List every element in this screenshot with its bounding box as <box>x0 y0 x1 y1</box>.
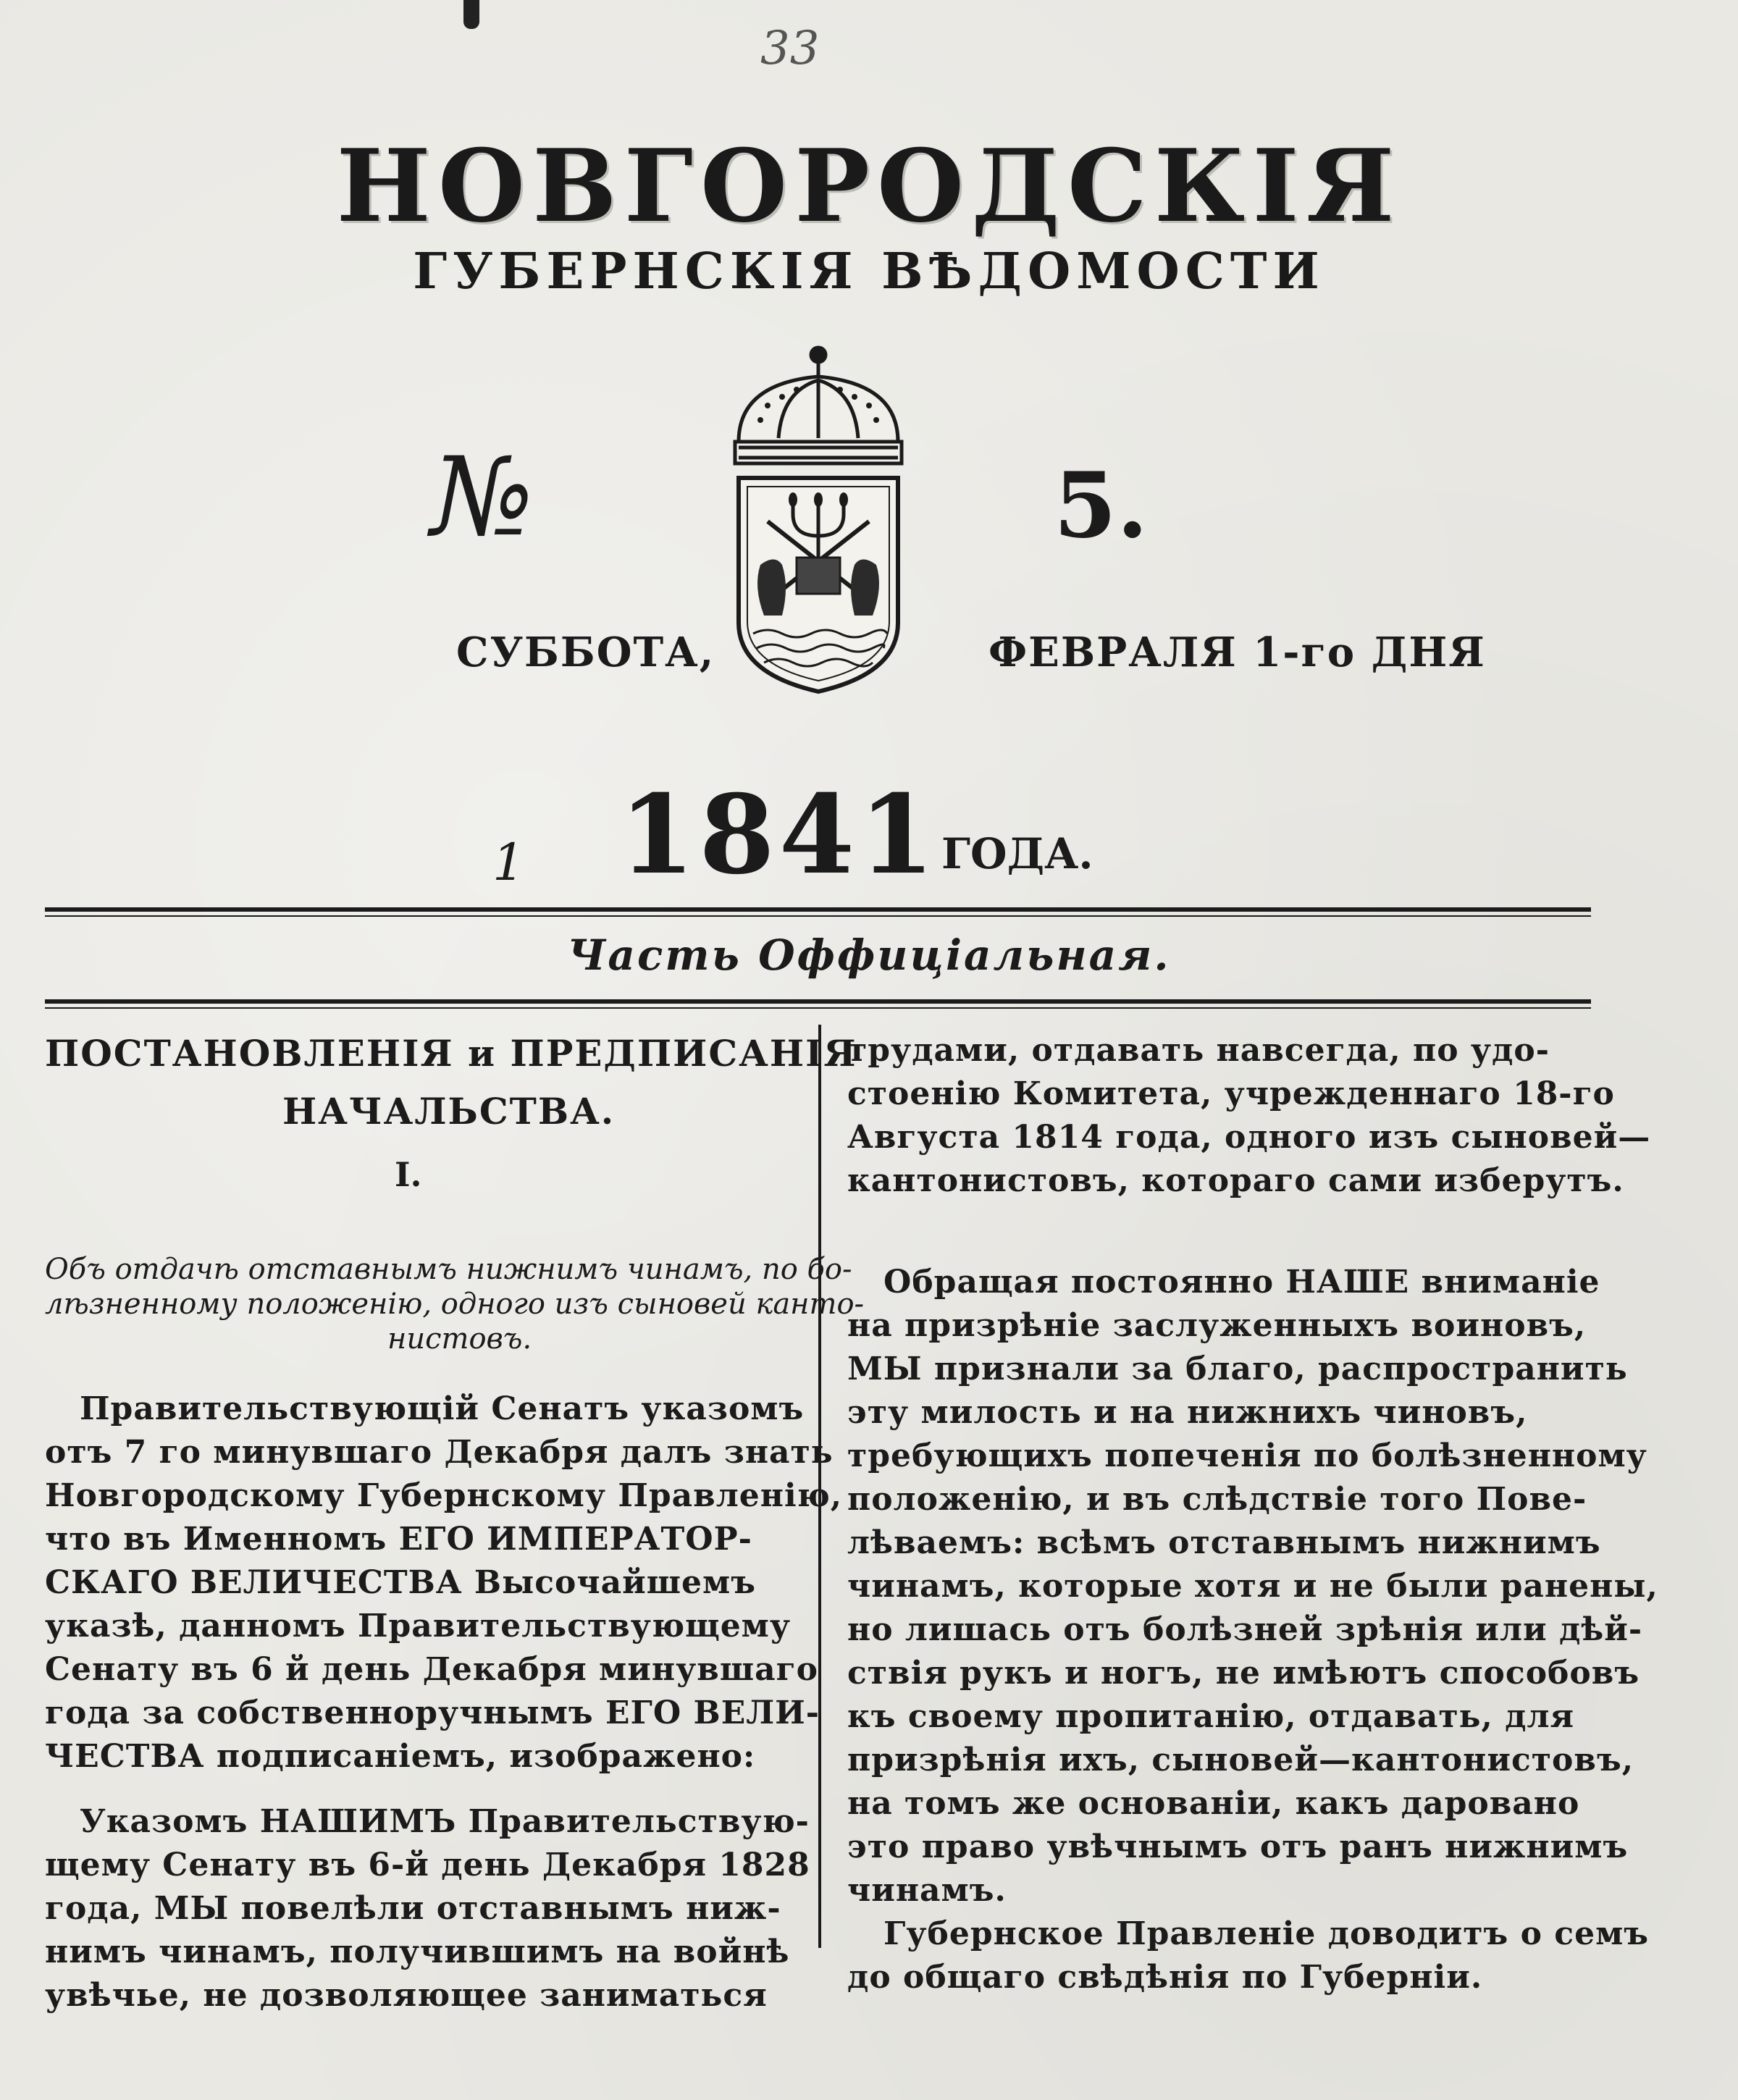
text-line: на призрѣніе заслуженныхъ воиновъ, <box>847 1307 1587 1344</box>
text-line: года за собственноручнымъ ЕГО ВЕЛИ- <box>45 1694 820 1731</box>
text-line: МЫ признали за благо, распространить <box>847 1351 1628 1387</box>
text-line: Новгородскому Губернскому Правленію, <box>45 1477 843 1514</box>
issue-number-sign: № <box>431 434 534 560</box>
text-line: что въ Именномъ ЕГО ИМПЕРАТОР- <box>45 1521 752 1558</box>
masthead-subtitle: ГУБЕРНСКІЯ ВѢДОМОСТИ <box>413 243 1325 301</box>
text-line: ЧЕСТВА подписаніемъ, изображено: <box>45 1738 756 1775</box>
text-line: чинамъ. <box>847 1872 1007 1909</box>
text-line: это право увѣчнымъ отъ ранъ нижнимъ <box>847 1828 1629 1865</box>
item-title-line: лѣзненному положенію, одного изъ сыновей канто- <box>45 1288 865 1321</box>
text-line: лѣваемъ: всѣмъ отставнымъ нижнимъ <box>847 1524 1601 1561</box>
text-line: до общаго свѣдѣнія по Губерніи. <box>847 1959 1483 1996</box>
issue-year-word: ГОДА. <box>941 829 1093 878</box>
section-heading: Часть Оффиціальная. <box>567 931 1171 980</box>
text-line: Указомъ НАШИМЪ Правительствую- <box>80 1803 810 1840</box>
text-line: положенію, и въ слѣдствіе того Пове- <box>847 1481 1587 1518</box>
ink-mark <box>463 0 479 29</box>
issue-date: ФЕВРАЛЯ 1-го ДНЯ <box>988 629 1486 676</box>
text-line: эту милость и на нижнихъ чиновъ, <box>847 1394 1528 1431</box>
column-heading: НАЧАЛЬСТВА. <box>282 1090 616 1133</box>
text-line: Губернское Правленіе доводитъ о семъ <box>883 1915 1650 1952</box>
text-line: года, МЫ повелѣли отставнымъ ниж- <box>45 1890 781 1927</box>
coat-of-arms-icon <box>710 340 927 695</box>
handwritten-page-number: 33 <box>760 22 820 75</box>
text-line: указѣ, данномъ Правительствующему <box>45 1608 792 1645</box>
text-line: нимъ чинамъ, получившимъ на войнѣ <box>45 1933 790 1970</box>
text-line: ствія рукъ и ногъ, не имѣютъ способовъ <box>847 1655 1640 1692</box>
masthead-title: НОВГОРОДСКІЯ <box>336 127 1402 245</box>
item-title-line: нистовъ. <box>387 1322 532 1356</box>
text-line: отъ 7 го минувшаго Декабря далъ знать <box>45 1434 834 1471</box>
text-line: на томъ же основаніи, какъ даровано <box>847 1785 1580 1822</box>
text-line: чинамъ, которые хотя и не были ранены, <box>847 1568 1658 1605</box>
issue-number: 5. <box>1054 453 1149 558</box>
text-line: увѣчье, не дозволяющее заниматься <box>45 1977 768 2014</box>
divider-rule <box>45 1007 1591 1009</box>
text-line: СКАГО ВЕЛИЧЕСТВА Высочайшемъ <box>45 1564 756 1601</box>
text-line: призрѣнія ихъ, сыновей—кантонистовъ, <box>847 1742 1634 1778</box>
item-title-line: Объ отдачѣ отставнымъ нижнимъ чинамъ, по бо- <box>45 1253 852 1286</box>
text-line: требующихъ попеченія по болѣзненному <box>847 1437 1647 1474</box>
text-line: стоенію Комитета, учрежденнаго 18-го <box>847 1075 1615 1112</box>
text-line: щему Сенату въ 6-й день Декабря 1828 <box>45 1847 810 1883</box>
text-line: но лишась отъ болѣзней зрѣнія или дѣй- <box>847 1611 1643 1648</box>
item-number: I. <box>395 1155 422 1194</box>
column-heading: ПОСТАНОВЛЕНІЯ и ПРЕДПИСАНІЯ <box>45 1032 857 1075</box>
handwritten-mark: 1 <box>492 833 525 892</box>
divider-rule <box>45 907 1591 912</box>
text-line: Августа 1814 года, одного изъ сыновей— <box>847 1119 1651 1156</box>
text-line: къ своему пропитанію, отдавать, для <box>847 1698 1575 1735</box>
text-line: Сенату въ 6 й день Декабря минувшаго <box>45 1651 818 1688</box>
divider-rule <box>45 999 1591 1004</box>
text-line: Обращая постоянно НАШЕ вниманіе <box>883 1264 1600 1301</box>
text-line: Правительствующій Сенатъ указомъ <box>80 1390 805 1427</box>
text-line: трудами, отдавать навсегда, по удо- <box>847 1032 1550 1069</box>
divider-rule <box>45 915 1591 917</box>
text-line: кантонистовъ, котораго сами изберутъ. <box>847 1162 1624 1199</box>
issue-year: 1841 <box>619 771 939 899</box>
issue-weekday: СУББОТА, <box>456 629 715 676</box>
